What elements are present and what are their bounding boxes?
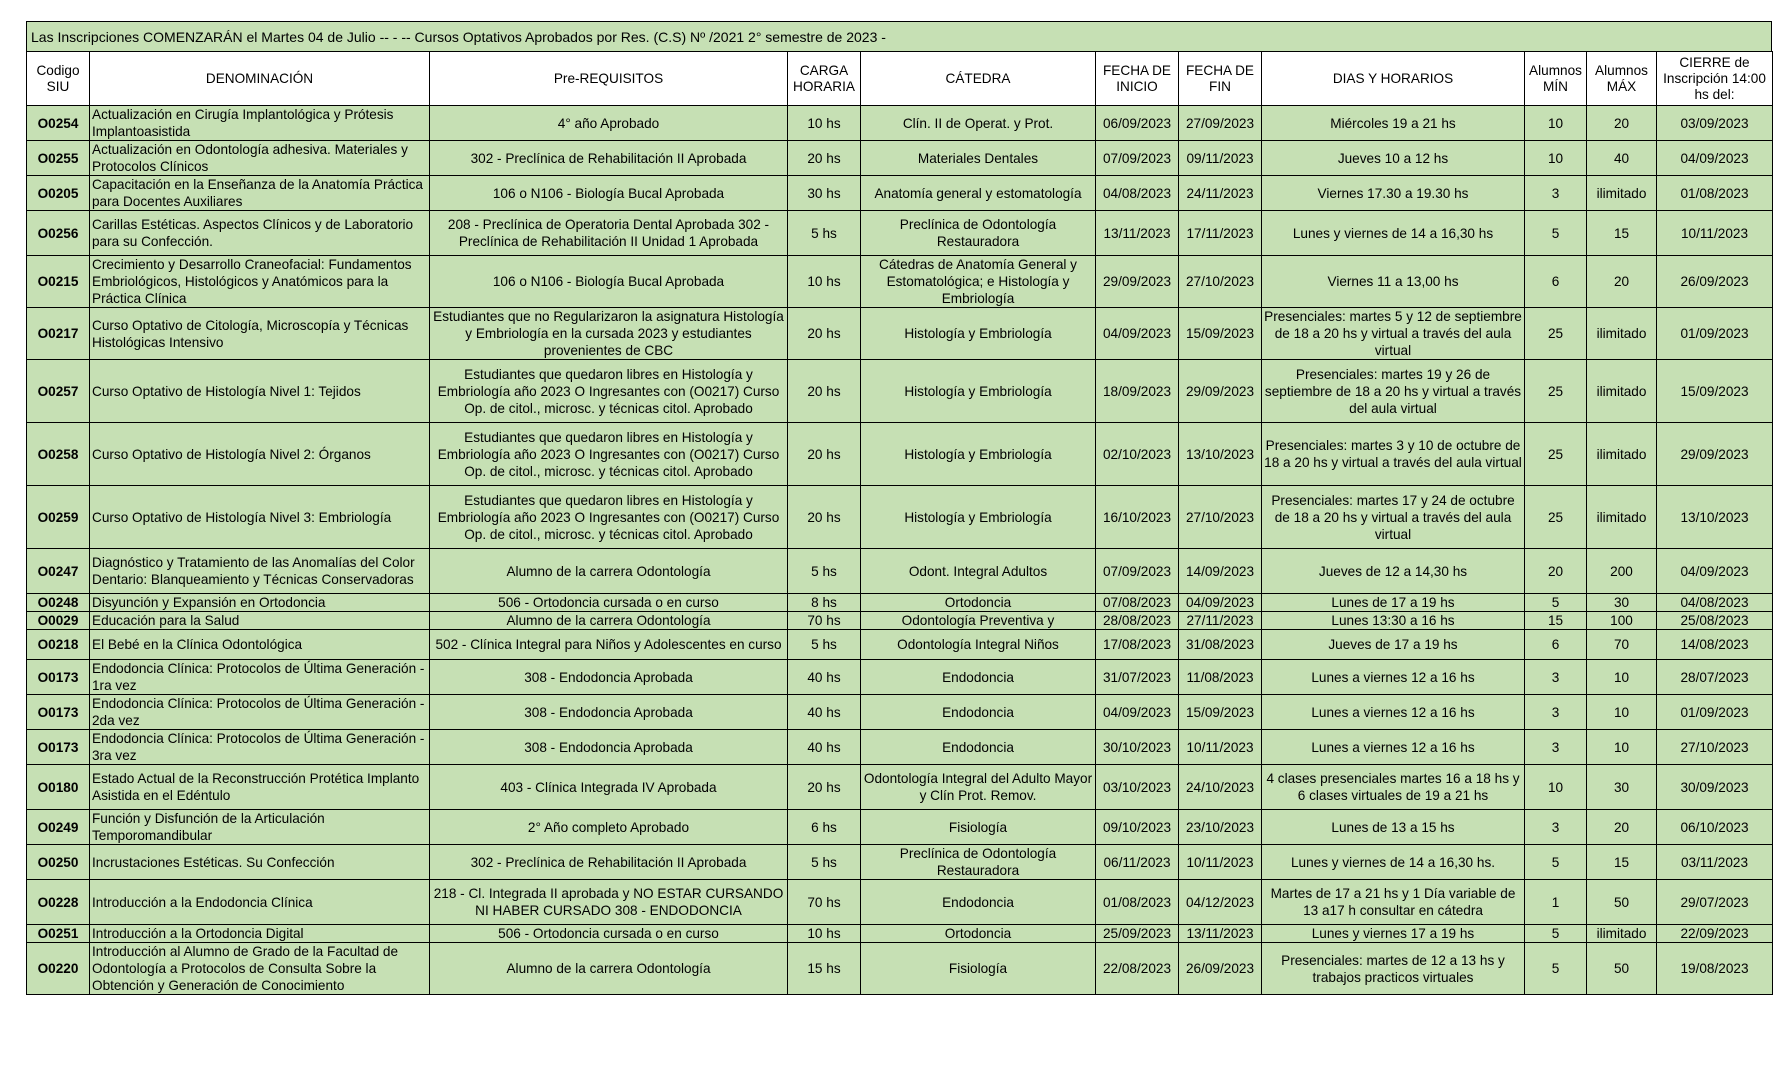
max-students-cell: 70	[1587, 630, 1657, 660]
schedule-cell: Lunes a viernes 12 a 16 hs	[1262, 660, 1525, 695]
col-chair-header: CÁTEDRA	[861, 52, 1096, 106]
max-students-cell: 50	[1587, 943, 1657, 995]
table-row	[27, 360, 1773, 423]
hours-cell: 10 hs	[788, 256, 861, 308]
hours-cell: 30 hs	[788, 176, 861, 211]
start-date-cell: 13/11/2023	[1096, 211, 1179, 256]
schedule-cell: Lunes de 13 a 15 hs	[1262, 810, 1525, 845]
schedule-cell: Jueves de 17 a 19 hs	[1262, 630, 1525, 660]
prerequisites-cell: 506 - Ortodoncia cursada o en curso	[430, 925, 788, 943]
start-date-cell: 29/09/2023	[1096, 256, 1179, 308]
max-students-cell: 40	[1587, 141, 1657, 176]
course-name-cell: Carillas Estéticas. Aspectos Clínicos y de Laboratorio para su Confección.	[90, 211, 430, 256]
max-students-cell: 20	[1587, 256, 1657, 308]
end-date-cell: 27/10/2023	[1179, 486, 1262, 549]
course-name-cell: Crecimiento y Desarrollo Craneofacial: Fundamentos Embriológicos, Histológicos y Anatómicos para la Práctica Clínica	[90, 256, 430, 308]
chair-cell: Odontología Preventiva y	[861, 612, 1096, 630]
schedule-cell: Jueves de 12 a 14,30 hs	[1262, 549, 1525, 594]
max-students-cell: 30	[1587, 594, 1657, 612]
prerequisites-cell: 106 o N106 - Biología Bucal Aprobada	[430, 256, 788, 308]
course-code-cell: O0258	[27, 423, 90, 486]
end-date-cell: 17/11/2023	[1179, 211, 1262, 256]
table-row	[27, 106, 1773, 141]
course-code-cell: O0173	[27, 660, 90, 695]
prerequisites-cell: 106 o N106 - Biología Bucal Aprobada	[430, 176, 788, 211]
table-row	[27, 486, 1773, 549]
end-date-cell: 04/12/2023	[1179, 880, 1262, 925]
col-start-header: FECHA DE INICIO	[1096, 52, 1179, 106]
prerequisites-cell: 4° año Aprobado	[430, 106, 788, 141]
course-code-cell: O0247	[27, 549, 90, 594]
col-max-header: Alumnos MÁX	[1587, 52, 1657, 106]
min-students-cell: 15	[1525, 612, 1587, 630]
max-students-cell: 10	[1587, 695, 1657, 730]
deadline-cell: 14/08/2023	[1657, 630, 1773, 660]
course-code-cell: O0218	[27, 630, 90, 660]
chair-cell: Ortodoncia	[861, 594, 1096, 612]
min-students-cell: 3	[1525, 660, 1587, 695]
course-table	[26, 51, 1773, 995]
hours-cell: 40 hs	[788, 660, 861, 695]
table-row	[27, 925, 1773, 943]
course-name-cell: Introducción al Alumno de Grado de la Facultad de Odontología a Protocolos de Consulta Sobre la Obtención y Generación de Conocimiento	[90, 943, 430, 995]
chair-cell: Fisiología	[861, 943, 1096, 995]
end-date-cell: 15/09/2023	[1179, 308, 1262, 360]
end-date-cell: 15/09/2023	[1179, 695, 1262, 730]
course-name-cell: Actualización en Odontología adhesiva. Materiales y Protocolos Clínicos	[90, 141, 430, 176]
deadline-cell: 15/09/2023	[1657, 360, 1773, 423]
course-code-cell: O0249	[27, 810, 90, 845]
course-name-cell: Educación para la Salud	[90, 612, 430, 630]
header-row	[27, 52, 1773, 106]
start-date-cell: 02/10/2023	[1096, 423, 1179, 486]
table-row	[27, 765, 1773, 810]
min-students-cell: 5	[1525, 925, 1587, 943]
chair-cell: Endodoncia	[861, 695, 1096, 730]
min-students-cell: 10	[1525, 106, 1587, 141]
max-students-cell: 10	[1587, 660, 1657, 695]
start-date-cell: 25/09/2023	[1096, 925, 1179, 943]
hours-cell: 20 hs	[788, 360, 861, 423]
deadline-cell: 19/08/2023	[1657, 943, 1773, 995]
start-date-cell: 01/08/2023	[1096, 880, 1179, 925]
max-students-cell: 15	[1587, 845, 1657, 880]
table-row	[27, 660, 1773, 695]
hours-cell: 20 hs	[788, 308, 861, 360]
min-students-cell: 10	[1525, 141, 1587, 176]
schedule-cell: Lunes y viernes de 14 a 16,30 hs	[1262, 211, 1525, 256]
course-name-cell: Endodoncia Clínica: Protocolos de Última Generación - 1ra vez	[90, 660, 430, 695]
min-students-cell: 25	[1525, 486, 1587, 549]
prerequisites-cell: Alumno de la carrera Odontología	[430, 549, 788, 594]
course-name-cell: Capacitación en la Enseñanza de la Anatomía Práctica para Docentes Auxiliares	[90, 176, 430, 211]
col-end-header: FECHA DE FIN	[1179, 52, 1262, 106]
start-date-cell: 07/09/2023	[1096, 549, 1179, 594]
prerequisites-cell: 308 - Endodoncia Aprobada	[430, 730, 788, 765]
max-students-cell: ilimitado	[1587, 176, 1657, 211]
course-code-cell: O0257	[27, 360, 90, 423]
course-code-cell: O0215	[27, 256, 90, 308]
prerequisites-cell: Alumno de la carrera Odontología	[430, 612, 788, 630]
prerequisites-cell: 308 - Endodoncia Aprobada	[430, 695, 788, 730]
hours-cell: 70 hs	[788, 612, 861, 630]
hours-cell: 40 hs	[788, 730, 861, 765]
deadline-cell: 06/10/2023	[1657, 810, 1773, 845]
schedule-cell: Lunes a viernes 12 a 16 hs	[1262, 730, 1525, 765]
schedule-cell: Lunes a viernes 12 a 16 hs	[1262, 695, 1525, 730]
start-date-cell: 30/10/2023	[1096, 730, 1179, 765]
min-students-cell: 5	[1525, 594, 1587, 612]
deadline-cell: 01/09/2023	[1657, 308, 1773, 360]
prerequisites-cell: Alumno de la carrera Odontología	[430, 943, 788, 995]
end-date-cell: 14/09/2023	[1179, 549, 1262, 594]
course-name-cell: Función y Disfunción de la Articulación Temporomandibular	[90, 810, 430, 845]
col-min-header: Alumnos MÍN	[1525, 52, 1587, 106]
table-row	[27, 730, 1773, 765]
course-name-cell: Disyunción y Expansión en Ortodoncia	[90, 594, 430, 612]
max-students-cell: 10	[1587, 730, 1657, 765]
chair-cell: Histología y Embriología	[861, 308, 1096, 360]
col-name-header: DENOMINACIÓN	[90, 52, 430, 106]
course-name-cell: El Bebé en la Clínica Odontológica	[90, 630, 430, 660]
max-students-cell: 200	[1587, 549, 1657, 594]
deadline-cell: 29/09/2023	[1657, 423, 1773, 486]
min-students-cell: 1	[1525, 880, 1587, 925]
chair-cell: Odont. Integral Adultos	[861, 549, 1096, 594]
course-sheet	[26, 21, 1772, 995]
table-row	[27, 845, 1773, 880]
chair-cell: Preclínica de Odontología Restauradora	[861, 211, 1096, 256]
hours-cell: 70 hs	[788, 880, 861, 925]
start-date-cell: 03/10/2023	[1096, 765, 1179, 810]
table-row	[27, 630, 1773, 660]
course-code-cell: O0255	[27, 141, 90, 176]
course-code-cell: O0217	[27, 308, 90, 360]
course-name-cell: Curso Optativo de Histología Nivel 3: Embriología	[90, 486, 430, 549]
course-code-cell: O0256	[27, 211, 90, 256]
end-date-cell: 27/11/2023	[1179, 612, 1262, 630]
start-date-cell: 09/10/2023	[1096, 810, 1179, 845]
min-students-cell: 3	[1525, 176, 1587, 211]
min-students-cell: 6	[1525, 256, 1587, 308]
course-name-cell: Estado Actual de la Reconstrucción Protética Implanto Asistida en el Edéntulo	[90, 765, 430, 810]
table-row	[27, 211, 1773, 256]
hours-cell: 20 hs	[788, 423, 861, 486]
max-students-cell: 30	[1587, 765, 1657, 810]
prerequisites-cell: 502 - Clínica Integral para Niños y Adolescentes en curso	[430, 630, 788, 660]
course-code-cell: O0220	[27, 943, 90, 995]
min-students-cell: 5	[1525, 845, 1587, 880]
col-schedule-header: DIAS Y HORARIOS	[1262, 52, 1525, 106]
min-students-cell: 3	[1525, 730, 1587, 765]
end-date-cell: 11/08/2023	[1179, 660, 1262, 695]
table-row	[27, 810, 1773, 845]
start-date-cell: 17/08/2023	[1096, 630, 1179, 660]
end-date-cell: 09/11/2023	[1179, 141, 1262, 176]
end-date-cell: 10/11/2023	[1179, 845, 1262, 880]
chair-cell: Histología y Embriología	[861, 360, 1096, 423]
table-row	[27, 176, 1773, 211]
hours-cell: 40 hs	[788, 695, 861, 730]
course-name-cell: Actualización en Cirugía Implantológica y Prótesis Implantoasistida	[90, 106, 430, 141]
chair-cell: Cátedras de Anatomía General y Estomatológica; e Histología y Embriología	[861, 256, 1096, 308]
end-date-cell: 13/10/2023	[1179, 423, 1262, 486]
chair-cell: Ortodoncia	[861, 925, 1096, 943]
schedule-cell: Presenciales: martes de 12 a 13 hs y trabajos practicos virtuales	[1262, 943, 1525, 995]
col-hours-header: CARGA HORARIA	[788, 52, 861, 106]
chair-cell: Fisiología	[861, 810, 1096, 845]
start-date-cell: 22/08/2023	[1096, 943, 1179, 995]
min-students-cell: 5	[1525, 211, 1587, 256]
deadline-cell: 04/09/2023	[1657, 141, 1773, 176]
course-name-cell: Curso Optativo de Histología Nivel 2: Órganos	[90, 423, 430, 486]
end-date-cell: 23/10/2023	[1179, 810, 1262, 845]
deadline-cell: 27/10/2023	[1657, 730, 1773, 765]
prerequisites-cell: 506 - Ortodoncia cursada o en curso	[430, 594, 788, 612]
schedule-cell: Presenciales: martes 3 y 10 de octubre de 18 a 20 hs y virtual a través del aula virtual	[1262, 423, 1525, 486]
end-date-cell: 24/10/2023	[1179, 765, 1262, 810]
hours-cell: 20 hs	[788, 765, 861, 810]
end-date-cell: 31/08/2023	[1179, 630, 1262, 660]
course-code-cell: O0205	[27, 176, 90, 211]
schedule-cell: Lunes 13:30 a 16 hs	[1262, 612, 1525, 630]
schedule-cell: Jueves 10 a 12 hs	[1262, 141, 1525, 176]
schedule-cell: Martes de 17 a 21 hs y 1 Día variable de 13 a17 h consultar en cátedra	[1262, 880, 1525, 925]
hours-cell: 8 hs	[788, 594, 861, 612]
course-name-cell: Curso Optativo de Histología Nivel 1: Tejidos	[90, 360, 430, 423]
schedule-cell: Lunes y viernes 17 a 19 hs	[1262, 925, 1525, 943]
min-students-cell: 3	[1525, 810, 1587, 845]
chair-cell: Anatomía general y estomatología	[861, 176, 1096, 211]
col-deadline-header: CIERRE de Inscripción 14:00 hs del:	[1657, 52, 1773, 106]
course-name-cell: Endodoncia Clínica: Protocolos de Última Generación - 3ra vez	[90, 730, 430, 765]
course-code-cell: O0180	[27, 765, 90, 810]
end-date-cell: 26/09/2023	[1179, 943, 1262, 995]
table-row	[27, 880, 1773, 925]
table-row	[27, 423, 1773, 486]
schedule-cell: 4 clases presenciales martes 16 a 18 hs y 6 clases virtuales de 19 a 21 hs	[1262, 765, 1525, 810]
course-code-cell: O0248	[27, 594, 90, 612]
schedule-cell: Presenciales: martes 17 y 24 de octubre de 18 a 20 hs y virtual a través del aula virtual	[1262, 486, 1525, 549]
min-students-cell: 6	[1525, 630, 1587, 660]
chair-cell: Preclínica de Odontología Restauradora	[861, 845, 1096, 880]
course-code-cell: O0029	[27, 612, 90, 630]
prerequisites-cell: 302 - Preclínica de Rehabilitación II Aprobada	[430, 141, 788, 176]
table-row	[27, 256, 1773, 308]
end-date-cell: 13/11/2023	[1179, 925, 1262, 943]
schedule-cell: Miércoles 19 a 21 hs	[1262, 106, 1525, 141]
start-date-cell: 07/08/2023	[1096, 594, 1179, 612]
deadline-cell: 03/09/2023	[1657, 106, 1773, 141]
max-students-cell: ilimitado	[1587, 486, 1657, 549]
deadline-cell: 01/09/2023	[1657, 695, 1773, 730]
prerequisites-cell: 208 - Preclínica de Operatoria Dental Aprobada 302 - Preclínica de Rehabilitación II Unidad 1 Aprobada	[430, 211, 788, 256]
deadline-cell: 22/09/2023	[1657, 925, 1773, 943]
table-row	[27, 943, 1773, 995]
table-row	[27, 141, 1773, 176]
hours-cell: 5 hs	[788, 630, 861, 660]
chair-cell: Materiales Dentales	[861, 141, 1096, 176]
deadline-cell: 04/08/2023	[1657, 594, 1773, 612]
chair-cell: Odontología Integral Niños	[861, 630, 1096, 660]
max-students-cell: ilimitado	[1587, 308, 1657, 360]
deadline-cell: 04/09/2023	[1657, 549, 1773, 594]
max-students-cell: ilimitado	[1587, 360, 1657, 423]
end-date-cell: 27/10/2023	[1179, 256, 1262, 308]
start-date-cell: 06/11/2023	[1096, 845, 1179, 880]
hours-cell: 10 hs	[788, 106, 861, 141]
deadline-cell: 10/11/2023	[1657, 211, 1773, 256]
prerequisites-cell: Estudiantes que quedaron libres en Histología y Embriología año 2023 O Ingresantes con (O0217) Curso Op. de citol., microsc. y técnicas citol. Aprobado	[430, 360, 788, 423]
min-students-cell: 10	[1525, 765, 1587, 810]
course-code-cell: O0173	[27, 730, 90, 765]
prerequisites-cell: Estudiantes que quedaron libres en Histología y Embriología año 2023 O Ingresantes con (O0217) Curso Op. de citol., microsc. y técnicas citol. Aprobado	[430, 423, 788, 486]
table-row	[27, 612, 1773, 630]
table-row	[27, 549, 1773, 594]
schedule-cell: Lunes de 17 a 19 hs	[1262, 594, 1525, 612]
prerequisites-cell: 302 - Preclínica de Rehabilitación II Aprobada	[430, 845, 788, 880]
course-name-cell: Diagnóstico y Tratamiento de las Anomalías del Color Dentario: Blanqueamiento y Técnicas Conservadoras	[90, 549, 430, 594]
start-date-cell: 06/09/2023	[1096, 106, 1179, 141]
end-date-cell: 04/09/2023	[1179, 594, 1262, 612]
schedule-cell: Presenciales: martes 5 y 12 de septiembre de 18 a 20 hs y virtual a través del aula virtual	[1262, 308, 1525, 360]
deadline-cell: 03/11/2023	[1657, 845, 1773, 880]
chair-cell: Histología y Embriología	[861, 423, 1096, 486]
table-row	[27, 308, 1773, 360]
start-date-cell: 04/09/2023	[1096, 695, 1179, 730]
max-students-cell: ilimitado	[1587, 423, 1657, 486]
course-name-cell: Introducción a la Endodoncia Clínica	[90, 880, 430, 925]
start-date-cell: 07/09/2023	[1096, 141, 1179, 176]
min-students-cell: 20	[1525, 549, 1587, 594]
deadline-cell: 30/09/2023	[1657, 765, 1773, 810]
course-name-cell: Introducción a la Ortodoncia Digital	[90, 925, 430, 943]
hours-cell: 5 hs	[788, 549, 861, 594]
end-date-cell: 24/11/2023	[1179, 176, 1262, 211]
col-prereq-header: Pre-REQUISITOS	[430, 52, 788, 106]
chair-cell: Odontología Integral del Adulto Mayor y Clín Prot. Remov.	[861, 765, 1096, 810]
min-students-cell: 3	[1525, 695, 1587, 730]
chair-cell: Endodoncia	[861, 880, 1096, 925]
course-name-cell: Endodoncia Clínica: Protocolos de Última Generación - 2da vez	[90, 695, 430, 730]
prerequisites-cell: 403 - Clínica Integrada IV Aprobada	[430, 765, 788, 810]
start-date-cell: 31/07/2023	[1096, 660, 1179, 695]
min-students-cell: 25	[1525, 360, 1587, 423]
deadline-cell: 25/08/2023	[1657, 612, 1773, 630]
deadline-cell: 13/10/2023	[1657, 486, 1773, 549]
enrollment-banner: Las Inscripciones COMENZARÁN el Martes 04 de Julio -- - -- Cursos Optativos Aprobados por Res. (C.S) Nº /2021 2° semestre de 2023 -	[26, 21, 1772, 51]
course-code-cell: O0254	[27, 106, 90, 141]
end-date-cell: 29/09/2023	[1179, 360, 1262, 423]
course-code-cell: O0251	[27, 925, 90, 943]
course-code-cell: O0259	[27, 486, 90, 549]
start-date-cell: 18/09/2023	[1096, 360, 1179, 423]
prerequisites-cell: 218 - Cl. Integrada II aprobada y NO ESTAR CURSANDO NI HABER CURSADO 308 - ENDODONCIA	[430, 880, 788, 925]
prerequisites-cell: 2° Año completo Aprobado	[430, 810, 788, 845]
max-students-cell: 15	[1587, 211, 1657, 256]
max-students-cell: ilimitado	[1587, 925, 1657, 943]
min-students-cell: 25	[1525, 308, 1587, 360]
schedule-cell: Lunes y viernes de 14 a 16,30 hs.	[1262, 845, 1525, 880]
hours-cell: 5 hs	[788, 211, 861, 256]
start-date-cell: 04/08/2023	[1096, 176, 1179, 211]
max-students-cell: 20	[1587, 810, 1657, 845]
prerequisites-cell: 308 - Endodoncia Aprobada	[430, 660, 788, 695]
schedule-cell: Presenciales: martes 19 y 26 de septiembre de 18 a 20 hs y virtual a través del aula virtual	[1262, 360, 1525, 423]
col-code-header: Codigo SIU	[27, 52, 90, 106]
max-students-cell: 100	[1587, 612, 1657, 630]
course-name-cell: Curso Optativo de Citología, Microscopía y Técnicas Histológicas Intensivo	[90, 308, 430, 360]
hours-cell: 15 hs	[788, 943, 861, 995]
table-row	[27, 695, 1773, 730]
min-students-cell: 25	[1525, 423, 1587, 486]
chair-cell: Endodoncia	[861, 730, 1096, 765]
table-row	[27, 594, 1773, 612]
chair-cell: Clín. II de Operat. y Prot.	[861, 106, 1096, 141]
min-students-cell: 5	[1525, 943, 1587, 995]
start-date-cell: 04/09/2023	[1096, 308, 1179, 360]
hours-cell: 5 hs	[788, 845, 861, 880]
course-code-cell: O0173	[27, 695, 90, 730]
hours-cell: 6 hs	[788, 810, 861, 845]
course-code-cell: O0228	[27, 880, 90, 925]
deadline-cell: 29/07/2023	[1657, 880, 1773, 925]
hours-cell: 20 hs	[788, 486, 861, 549]
schedule-cell: Viernes 17.30 a 19.30 hs	[1262, 176, 1525, 211]
prerequisites-cell: Estudiantes que no Regularizaron la asignatura Histología y Embriología en la cursada 2023 y estudiantes provenientes de CBC	[430, 308, 788, 360]
chair-cell: Histología y Embriología	[861, 486, 1096, 549]
deadline-cell: 01/08/2023	[1657, 176, 1773, 211]
schedule-cell: Viernes 11 a 13,00 hs	[1262, 256, 1525, 308]
course-code-cell: O0250	[27, 845, 90, 880]
deadline-cell: 26/09/2023	[1657, 256, 1773, 308]
course-name-cell: Incrustaciones Estéticas. Su Confección	[90, 845, 430, 880]
end-date-cell: 10/11/2023	[1179, 730, 1262, 765]
start-date-cell: 16/10/2023	[1096, 486, 1179, 549]
end-date-cell: 27/09/2023	[1179, 106, 1262, 141]
max-students-cell: 20	[1587, 106, 1657, 141]
deadline-cell: 28/07/2023	[1657, 660, 1773, 695]
hours-cell: 20 hs	[788, 141, 861, 176]
chair-cell: Endodoncia	[861, 660, 1096, 695]
start-date-cell: 28/08/2023	[1096, 612, 1179, 630]
max-students-cell: 50	[1587, 880, 1657, 925]
prerequisites-cell: Estudiantes que quedaron libres en Histología y Embriología año 2023 O Ingresantes con (O0217) Curso Op. de citol., microsc. y técnicas citol. Aprobado	[430, 486, 788, 549]
hours-cell: 10 hs	[788, 925, 861, 943]
